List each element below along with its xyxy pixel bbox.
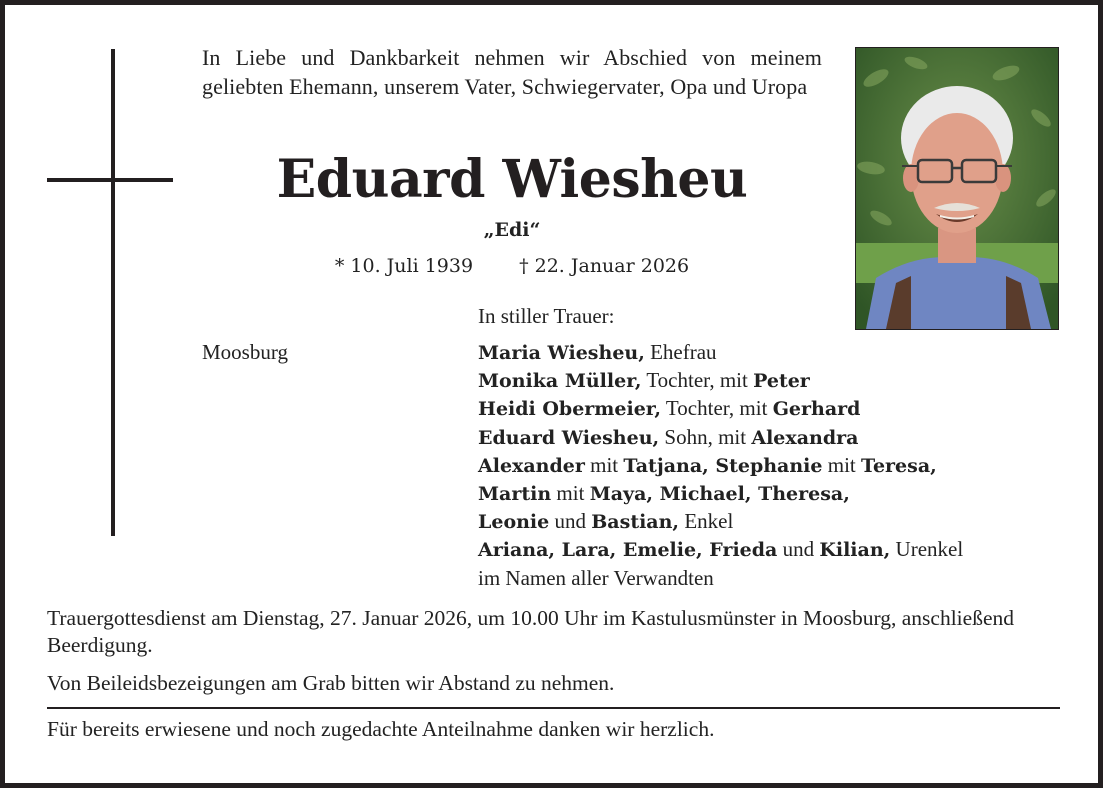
mourner-line: [478, 565, 1078, 592]
mourner-relation: mit: [822, 452, 861, 477]
mourner-line: [478, 452, 1078, 480]
cross-icon-horizontal: [47, 178, 173, 182]
mourner-name: Gerhard: [772, 398, 861, 421]
mourner-relation: Tochter, mit: [661, 396, 773, 421]
mourner-name: Alexandra: [751, 426, 859, 449]
divider: [47, 707, 1060, 709]
mourner-relation: mit: [584, 452, 624, 477]
mourners-list: [478, 339, 1078, 592]
mourner-line: [478, 480, 1078, 508]
place-name: Moosburg: [202, 340, 288, 364]
mourning-label: In stiller Trauer:: [478, 304, 615, 328]
deceased-name: Eduard Wiesheu: [276, 149, 748, 210]
mourner-line: [478, 536, 1078, 564]
mourner-name: Kilian,: [819, 539, 891, 562]
mourner-line: [478, 339, 1078, 367]
condolence-note: Von Beileidsbezeigungen am Grab bitten wir Abstand zu nehmen.: [47, 671, 615, 695]
mourner-name: Monika Müller,: [478, 370, 642, 393]
mourner-name: Peter: [753, 370, 810, 393]
mourner-relation: Enkel: [679, 509, 734, 534]
mourner-relation: mit: [551, 481, 590, 506]
mourner-relation: im Namen aller Verwandten: [478, 565, 714, 590]
mourner-name: Heidi Obermeier,: [478, 398, 662, 421]
mourner-relation: Urenkel: [890, 537, 964, 562]
intro-text: In Liebe und Dankbarkeit nehmen wir Abschied von meinem geliebten Ehemann, unserem Vater, Schwiegervater, Opa und Uropa: [202, 45, 822, 99]
mourner-name: Eduard Wiesheu,: [478, 426, 660, 449]
mourner-name: Martin: [478, 483, 552, 506]
portrait-image: [856, 48, 1058, 329]
mourner-line: [478, 395, 1078, 423]
portrait-photo: [855, 47, 1059, 330]
mourner-name: Leonie: [478, 511, 550, 534]
mourner-relation: Ehefrau: [644, 340, 717, 364]
death-date: † 22. Januar 2026: [519, 255, 690, 277]
mourner-name: Ariana, Lara, Emelie, Frieda: [478, 539, 778, 562]
birth-date: * 10. Juli 1939: [334, 255, 474, 277]
cross-icon-vertical: [111, 49, 115, 536]
mourner-name: Teresa,: [861, 454, 937, 477]
service-info: Trauergottesdienst am Dienstag, 27. Januar 2026, um 10.00 Uhr im Kastulusmünster in Moosburg, anschließend Beerdigung.: [47, 606, 1014, 657]
mourner-name: Maya, Michael, Theresa,: [589, 483, 850, 506]
life-dates: [202, 253, 822, 279]
mourner-name: Maria Wiesheu,: [478, 342, 645, 364]
mourner-name: Alexander: [478, 454, 585, 477]
mourner-relation: Tochter, mit: [641, 368, 754, 393]
mourner-line: [478, 367, 1078, 395]
mourner-line: [478, 424, 1078, 452]
mourner-name: Tatjana, Stephanie: [623, 454, 823, 477]
mourner-name: Bastian,: [591, 511, 680, 534]
mourner-relation: Sohn, mit: [659, 424, 752, 449]
thanks-text: Für bereits erwiesene und noch zugedachte Anteilnahme danken wir herzlich.: [47, 717, 715, 741]
mourner-relation: und: [777, 537, 820, 562]
nickname: „Edi“: [483, 219, 541, 241]
mourner-line: [478, 508, 1078, 536]
mourner-relation: und: [549, 509, 592, 534]
